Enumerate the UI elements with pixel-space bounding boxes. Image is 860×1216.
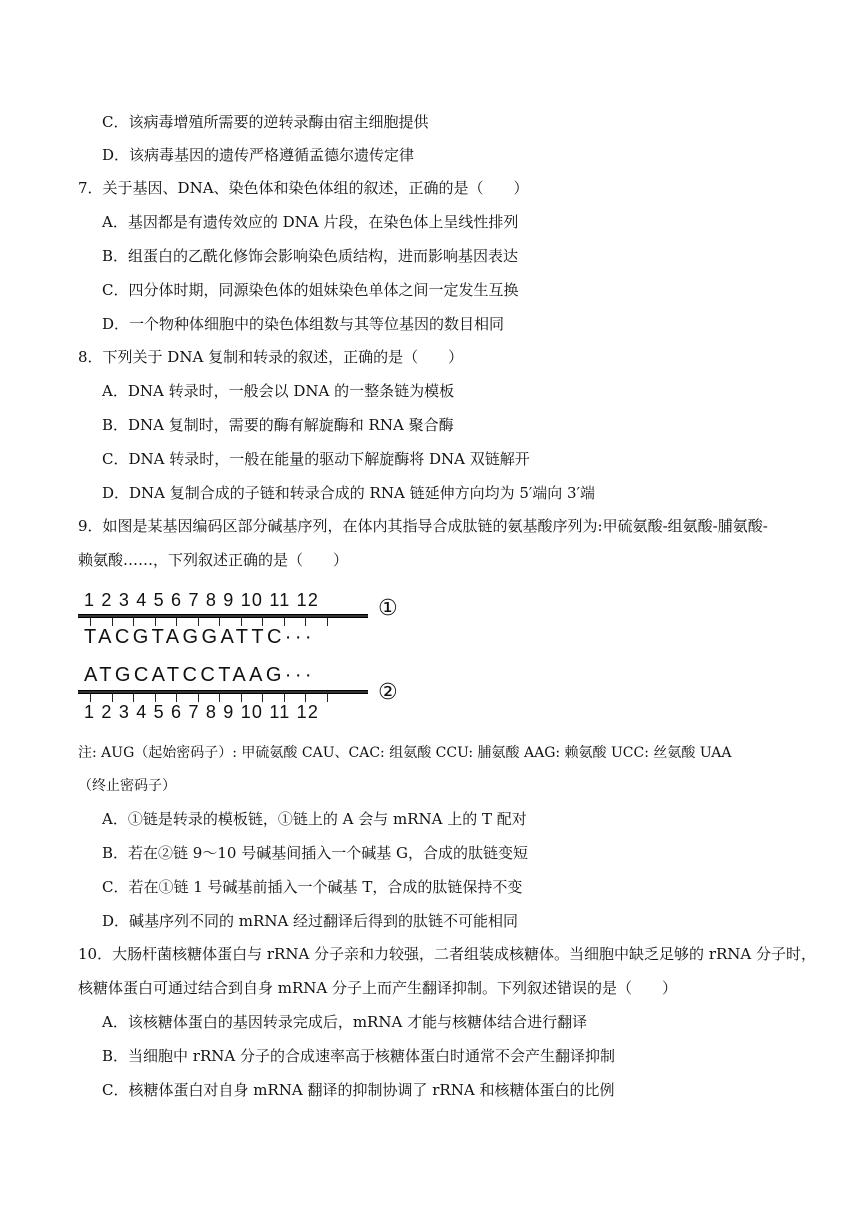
base-tick: [90, 618, 91, 626]
strand2-sequence: ATGCATCCTAAG···: [84, 664, 315, 686]
strand1-label: ①: [378, 596, 398, 621]
q8-option-d: D．DNA 复制合成的子链和转录合成的 RNA 链延伸方向均为 5′端向 3′端: [102, 484, 596, 502]
base-tick: [176, 618, 177, 626]
q9-option-c: C．若在①链 1 号碱基前插入一个碱基 T，合成的肽链保持不变: [102, 878, 523, 896]
base-tick: [112, 694, 113, 702]
base-tick: [305, 694, 306, 702]
base-tick: [198, 694, 199, 702]
q8-option-b: B．DNA 复制时，需要的酶有解旋酶和 RNA 聚合酶: [102, 416, 454, 434]
q8-option-c: C．DNA 转录时，一般在能量的驱动下解旋酶将 DNA 双链解开: [102, 450, 530, 468]
q6-option-c: C．该病毒增殖所需要的逆转录酶由宿主细胞提供: [102, 113, 429, 131]
base-tick: [284, 694, 285, 702]
q7-option-d: D．一个物种体细胞中的染色体组数与其等位基因的数目相同: [102, 315, 505, 333]
q7-stem: 7．关于基因、DNA、染色体和染色体组的叙述，正确的是（ ）: [78, 179, 529, 197]
strand1-sequence: TACGTAGGATTC···: [84, 626, 315, 648]
q10-option-b: B．当细胞中 rRNA 分子的合成速率高于核糖体蛋白时通常不会产生翻译抑制: [102, 1047, 615, 1065]
base-tick: [112, 618, 113, 626]
base-tick: [155, 618, 156, 626]
q9-stem-line1: 9．如图是某基因编码区部分碱基序列，在体内其指导合成肽链的氨基酸序列为:甲硫氨酸-组氨酸-脯氨酸-: [78, 517, 768, 535]
strand2-ticks: [78, 694, 368, 702]
q10-option-c: C．核糖体蛋白对自身 mRNA 翻译的抑制协调了 rRNA 和核糖体蛋白的比例: [102, 1081, 615, 1099]
base-tick: [90, 694, 91, 702]
q9-option-b: B．若在②链 9～10 号碱基间插入一个碱基 G，合成的肽链变短: [102, 844, 528, 862]
base-tick: [198, 618, 199, 626]
q8-stem: 8．下列关于 DNA 复制和转录的叙述，正确的是（ ）: [78, 348, 464, 366]
base-tick: [133, 694, 134, 702]
strand1-position-numbers: 1 2 3 4 5 6 7 8 9 10 11 12: [84, 590, 320, 610]
base-tick: [284, 618, 285, 626]
base-tick: [262, 694, 263, 702]
q9-stem-line2: 赖氨酸……，下列叙述正确的是（ ）: [78, 551, 349, 569]
q10-option-a: A．该核糖体蛋白的基因转录完成后，mRNA 才能与核糖体结合进行翻译: [102, 1013, 588, 1031]
q7-option-a: A．基因都是有遗传效应的 DNA 片段，在染色体上呈线性排列: [102, 213, 519, 231]
base-tick: [219, 694, 220, 702]
base-tick: [155, 694, 156, 702]
base-tick: [241, 618, 242, 626]
base-tick: [219, 618, 220, 626]
q10-stem-line2: 核糖体蛋白可通过结合到自身 mRNA 分子上而产生翻译抑制。下列叙述错误的是（ ）: [78, 979, 678, 997]
strand2-position-numbers: 1 2 3 4 5 6 7 8 9 10 11 12: [84, 702, 320, 722]
base-tick: [327, 618, 328, 626]
q9-option-d: D．碱基序列不同的 mRNA 经过翻译后得到的肽链不可能相同: [102, 912, 519, 930]
strand2-label: ②: [378, 680, 398, 705]
base-tick: [305, 618, 306, 626]
dna-sequence-figure: [78, 588, 408, 724]
q9-option-a: A．①链是转录的模板链，①链上的 A 会与 mRNA 上的 T 配对: [102, 810, 527, 828]
base-tick: [241, 694, 242, 702]
q8-option-a: A．DNA 转录时，一般会以 DNA 的一整条链为模板: [102, 382, 455, 400]
q7-option-c: C．四分体时期，同源染色体的姐妹染色单体之间一定发生互换: [102, 281, 519, 299]
q6-option-d: D．该病毒基因的遗传严格遵循孟德尔遗传定律: [102, 146, 415, 164]
strand1-ticks: [78, 618, 368, 626]
base-tick: [327, 694, 328, 702]
base-tick: [133, 618, 134, 626]
q9-note-line2: （终止密码子）: [78, 778, 176, 794]
q10-stem-line1: 10．大肠杆菌核糖体蛋白与 rRNA 分子亲和力较强，二者组装成核糖体。当细胞中缺乏足够的 rRNA 分子时，: [78, 945, 817, 963]
q7-option-b: B．组蛋白的乙酰化修饰会影响染色质结构，进而影响基因表达: [102, 247, 519, 265]
base-tick: [176, 694, 177, 702]
base-tick: [262, 618, 263, 626]
q9-note-line1: 注: AUG（起始密码子）: 甲硫氨酸 CAU、CAC: 组氨酸 CCU: 脯氨酸 AAG: 赖氨酸 UCC: 丝氨酸 UAA: [78, 745, 732, 761]
